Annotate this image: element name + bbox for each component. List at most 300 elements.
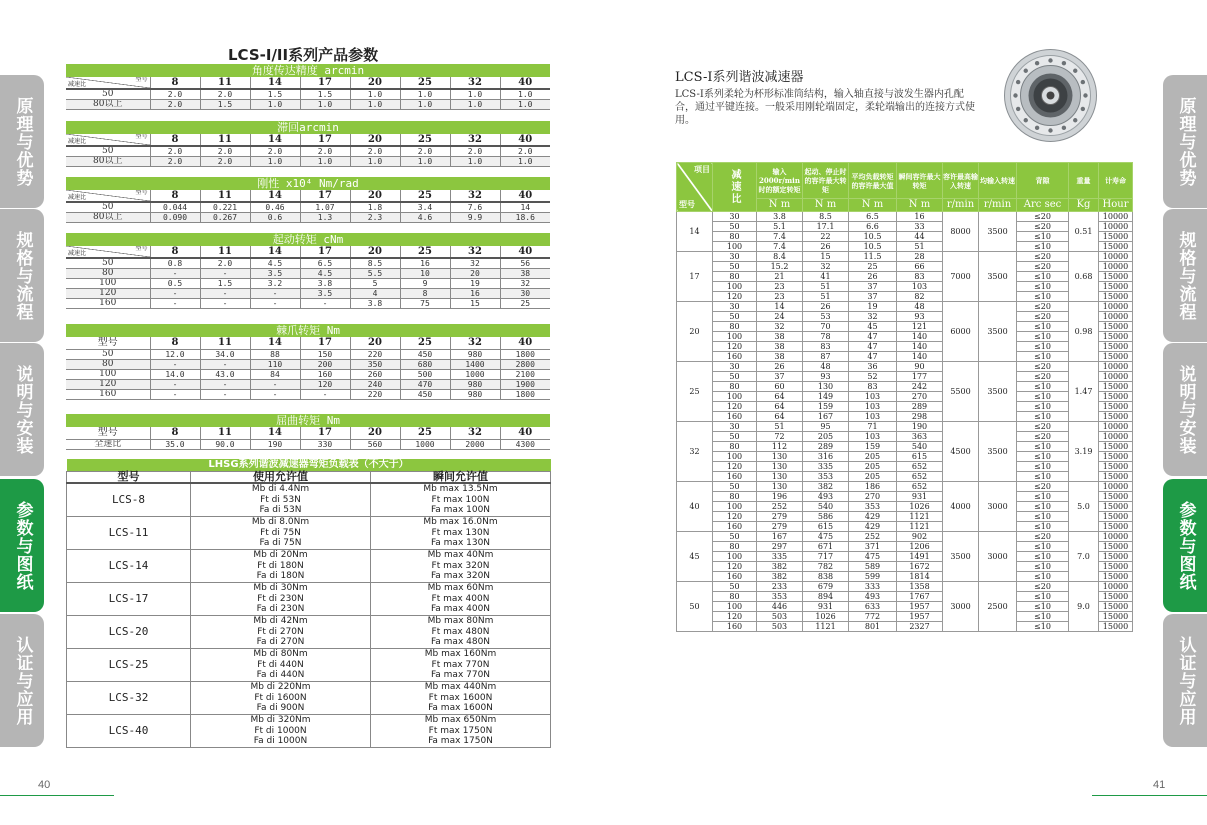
table-cell: 4 — [350, 289, 400, 299]
header-rated: 输入2000r/min 时的额定转矩 — [757, 163, 803, 199]
table-cell: 1.0 — [450, 100, 500, 110]
spec-avg-load-torque: 37 — [849, 282, 897, 292]
spec-instant-torque: 2327 — [897, 622, 943, 632]
side-tab-5[interactable] — [0, 614, 44, 747]
table-cell: 1.0 — [500, 89, 550, 100]
spec-ratio: 160 — [713, 352, 757, 362]
spec-backlash: ≤20 — [1017, 252, 1069, 262]
spec-ratio: 100 — [713, 552, 757, 562]
allow-value: Fa di 75N — [191, 538, 371, 549]
spec-ratio: 100 — [713, 392, 757, 402]
spec-max-input: 3500 — [943, 532, 979, 582]
table-cell: - — [200, 299, 250, 309]
size-header: 20 — [350, 77, 400, 89]
size-header: 20 — [350, 246, 400, 258]
row-label: 全速比 — [66, 439, 150, 449]
table-cell: 38 — [500, 269, 550, 279]
spec-table-header: 角度传达精度 arcmin — [66, 64, 550, 77]
spec-start-stop-torque: 838 — [803, 572, 849, 582]
model-ratio-corner — [66, 190, 150, 202]
model-ratio-corner — [66, 246, 150, 258]
unit-header: N m — [757, 199, 803, 212]
table-cell: - — [300, 299, 350, 309]
spec-rated-torque: 60 — [757, 382, 803, 392]
spec-ratio: 80 — [713, 272, 757, 282]
bolt-hole — [1016, 80, 1020, 84]
table-cell: - — [200, 269, 250, 279]
spec-life: 15000 — [1099, 592, 1133, 602]
spec-backlash: ≤10 — [1017, 412, 1069, 422]
spec-backlash: ≤10 — [1017, 342, 1069, 352]
instant-value: Fa max 1600N — [371, 703, 551, 714]
row-label: 80以上 — [66, 213, 150, 223]
table-cell: 18.6 — [500, 213, 550, 223]
spec-avg-load-torque: 270 — [849, 492, 897, 502]
size-header: 32 — [450, 190, 500, 202]
load-model: LCS-11 — [67, 516, 191, 549]
table-row — [66, 299, 550, 309]
spec-row — [677, 562, 1133, 572]
table-cell: 260 — [350, 369, 400, 379]
spec-life: 15000 — [1099, 472, 1133, 482]
spec-avg-load-torque: 205 — [849, 462, 897, 472]
spec-backlash: ≤20 — [1017, 582, 1069, 592]
instant-value: Ft max 100N — [371, 494, 551, 505]
side-tab-label: 参数与图纸 — [12, 500, 33, 591]
spec-avg-input: 3500 — [979, 212, 1017, 252]
spec-ratio: 30 — [713, 252, 757, 262]
table-cell: 1000 — [400, 439, 450, 449]
spec-rated-torque: 503 — [757, 612, 803, 622]
load-model: LCS-8 — [67, 483, 191, 516]
table-cell: 240 — [350, 379, 400, 389]
spec-instant-torque: 1491 — [897, 552, 943, 562]
spec-instant-torque: 1957 — [897, 612, 943, 622]
spec-instant-torque: 177 — [897, 372, 943, 382]
corner-model-label: 型号 — [135, 190, 148, 196]
table-cell: - — [200, 389, 250, 399]
spec-backlash: ≤20 — [1017, 482, 1069, 492]
spec-ratio: 120 — [713, 292, 757, 302]
spec-backlash: ≤20 — [1017, 372, 1069, 382]
unit-header: Hour — [1099, 199, 1133, 212]
spec-table-3 — [66, 177, 550, 223]
spec-instant-torque: 103 — [897, 282, 943, 292]
spec-life: 15000 — [1099, 542, 1133, 552]
instant-value: Ft max 770N — [371, 659, 551, 670]
allow-value: Ft di 53N — [191, 494, 371, 505]
size-header: 17 — [300, 427, 350, 439]
spec-ratio: 80 — [713, 442, 757, 452]
table-cell: 980 — [450, 379, 500, 389]
spec-row — [677, 242, 1133, 252]
spec-ratio: 50 — [713, 262, 757, 272]
unit-header: r/min — [979, 199, 1017, 212]
spec-instant-torque: 83 — [897, 272, 943, 282]
spec-rated-torque: 233 — [757, 582, 803, 592]
table-row — [66, 369, 550, 379]
spec-backlash: ≤10 — [1017, 602, 1069, 612]
table-row — [66, 89, 550, 100]
spec-avg-load-torque: 589 — [849, 562, 897, 572]
spec-row — [677, 622, 1133, 632]
spec-start-stop-torque: 167 — [803, 412, 849, 422]
spec-start-stop-torque: 289 — [803, 442, 849, 452]
table-cell: - — [250, 379, 300, 389]
table-cell: 25 — [500, 299, 550, 309]
load-table-header: LHSG系列谐波减速器弯矩负载表（不大于） — [67, 459, 551, 471]
bolt-hole — [1016, 107, 1020, 111]
table-cell: 190 — [250, 439, 300, 449]
size-header: 8 — [150, 190, 200, 202]
spec-rated-torque: 252 — [757, 502, 803, 512]
side-tab-4[interactable] — [0, 479, 44, 612]
spec-backlash: ≤10 — [1017, 382, 1069, 392]
spec-row — [677, 342, 1133, 352]
spec-life: 15000 — [1099, 602, 1133, 612]
spec-row — [677, 262, 1133, 272]
spec-instant-torque: 652 — [897, 472, 943, 482]
spec-avg-load-torque: 371 — [849, 542, 897, 552]
spec-ratio: 50 — [713, 582, 757, 592]
spec-avg-load-torque: 429 — [849, 512, 897, 522]
side-tab-5[interactable] — [1163, 614, 1207, 747]
spec-avg-load-torque: 71 — [849, 422, 897, 432]
corner-ratio-label: 减速比 — [68, 194, 87, 201]
spec-instant-torque: 1767 — [897, 592, 943, 602]
spec-row — [677, 542, 1133, 552]
size-header: 25 — [400, 246, 450, 258]
spec-rated-torque: 38 — [757, 352, 803, 362]
spec-backlash: ≤20 — [1017, 532, 1069, 542]
table-cell: 2.0 — [150, 146, 200, 157]
unit-header: N m — [849, 199, 897, 212]
spec-start-stop-torque: 615 — [803, 522, 849, 532]
allow-value: Ft di 1600N — [191, 692, 371, 703]
spec-table-6 — [66, 414, 550, 450]
row-label: 120 — [66, 289, 150, 299]
spec-life: 15000 — [1099, 572, 1133, 582]
spec-backlash: ≤10 — [1017, 292, 1069, 302]
spec-avg-load-torque: 205 — [849, 452, 897, 462]
instant-value: Ft max 480N — [371, 626, 551, 637]
size-header: 40 — [500, 246, 550, 258]
instant-value: Mb max 60Nm — [371, 582, 551, 593]
spec-avg-input: 2500 — [979, 582, 1017, 632]
spec-backlash: ≤10 — [1017, 592, 1069, 602]
spec-avg-load-torque: 333 — [849, 582, 897, 592]
table-cell: 1800 — [500, 389, 550, 399]
table-cell: 1.0 — [400, 157, 450, 167]
table-cell: - — [150, 289, 200, 299]
spec-weight: 0.51 — [1069, 212, 1099, 252]
row-label: 50 — [66, 146, 150, 157]
spec-instant-torque: 51 — [897, 242, 943, 252]
spec-life: 10000 — [1099, 422, 1133, 432]
size-header: 25 — [400, 77, 450, 89]
table-cell: 0.8 — [150, 258, 200, 269]
spec-row — [677, 362, 1133, 372]
size-header: 20 — [350, 427, 400, 439]
spec-instant-torque: 28 — [897, 252, 943, 262]
instant-value: Mb max 16.0Nm — [371, 516, 551, 527]
size-header: 17 — [300, 134, 350, 146]
spec-instant-torque: 931 — [897, 492, 943, 502]
table-cell: 4.5 — [300, 269, 350, 279]
spec-row — [677, 612, 1133, 622]
allow-value: Ft di 1000N — [191, 725, 371, 736]
side-tab-2[interactable] — [0, 209, 44, 342]
table-cell: - — [150, 359, 200, 369]
spec-row — [677, 442, 1133, 452]
spec-start-stop-torque: 78 — [803, 332, 849, 342]
spec-row — [677, 252, 1133, 262]
header-model: 型号 — [679, 199, 695, 209]
spec-avg-load-torque: 10.5 — [849, 232, 897, 242]
spec-model: 20 — [677, 302, 713, 362]
table-cell: 3.2 — [250, 279, 300, 289]
table-cell: 0.5 — [150, 279, 200, 289]
spec-row — [677, 422, 1133, 432]
spec-avg-load-torque: 103 — [849, 402, 897, 412]
size-header: 11 — [200, 190, 250, 202]
spec-ratio: 30 — [713, 302, 757, 312]
table-cell: 2.0 — [150, 89, 200, 100]
size-header: 40 — [500, 427, 550, 439]
spec-row — [677, 512, 1133, 522]
spec-instant-torque: 33 — [897, 222, 943, 232]
corner-ratio-label: 减速比 — [68, 138, 87, 145]
table-cell: 16 — [450, 289, 500, 299]
spec-max-input: 3000 — [943, 582, 979, 632]
side-tab-1[interactable] — [1163, 75, 1207, 208]
spec-table-header: 棘爪转矩 Nm — [66, 324, 550, 337]
table-cell: - — [150, 389, 200, 399]
spec-avg-load-torque: 6.5 — [849, 212, 897, 222]
spec-model: 25 — [677, 362, 713, 422]
unit-header: r/min — [943, 199, 979, 212]
side-tab-4[interactable] — [1163, 479, 1207, 612]
load-row — [67, 516, 551, 527]
bolt-hole — [1081, 80, 1085, 84]
row-label: 160 — [66, 389, 150, 399]
spec-avg-load-torque: 103 — [849, 412, 897, 422]
spec-rated-torque: 446 — [757, 602, 803, 612]
row-label: 100 — [66, 369, 150, 379]
instant-value: Ft max 400N — [371, 593, 551, 604]
spec-ratio: 50 — [713, 372, 757, 382]
footer-rule-left — [0, 795, 114, 796]
size-header: 25 — [400, 134, 450, 146]
table-row — [66, 279, 550, 289]
instant-value: Mb max 13.5Nm — [371, 483, 551, 494]
table-row — [66, 100, 550, 110]
table-cell: 32 — [500, 279, 550, 289]
spec-start-stop-torque: 93 — [803, 372, 849, 382]
table-cell: 1.0 — [250, 100, 300, 110]
spec-model: 17 — [677, 252, 713, 302]
spec-avg-load-torque: 353 — [849, 502, 897, 512]
table-row — [66, 157, 550, 167]
spec-rated-torque: 3.8 — [757, 212, 803, 222]
spec-row — [677, 312, 1133, 322]
size-header: 14 — [250, 77, 300, 89]
side-tab-3[interactable] — [1163, 343, 1207, 476]
table-cell: 2.0 — [150, 100, 200, 110]
side-tab-1[interactable] — [0, 75, 44, 208]
instant-value: Mb max 650Nm — [371, 714, 551, 725]
table-cell: 1800 — [500, 349, 550, 359]
spec-ratio: 80 — [713, 382, 757, 392]
spec-avg-input: 3500 — [979, 422, 1017, 482]
table-cell: 470 — [400, 379, 450, 389]
spec-row — [677, 572, 1133, 582]
spec-start-stop-torque: 1121 — [803, 622, 849, 632]
size-header: 32 — [450, 427, 500, 439]
spec-start-stop-torque: 894 — [803, 592, 849, 602]
spec-life: 10000 — [1099, 252, 1133, 262]
table-cell: 5.5 — [350, 269, 400, 279]
size-header: 11 — [200, 77, 250, 89]
spec-instant-torque: 16 — [897, 212, 943, 222]
load-model: LCS-14 — [67, 549, 191, 582]
spec-start-stop-torque: 48 — [803, 362, 849, 372]
spec-rated-torque: 24 — [757, 312, 803, 322]
spec-row — [677, 552, 1133, 562]
bolt-hole — [1073, 69, 1077, 73]
spec-ratio: 100 — [713, 242, 757, 252]
table-cell: 1.5 — [200, 100, 250, 110]
table-cell: 2.0 — [300, 146, 350, 157]
table-cell: 160 — [300, 369, 350, 379]
bolt-hole — [1013, 93, 1017, 97]
spec-backlash: ≤20 — [1017, 422, 1069, 432]
spec-ratio: 120 — [713, 342, 757, 352]
table-cell: - — [200, 379, 250, 389]
table-cell: 9 — [400, 279, 450, 289]
size-header: 8 — [150, 427, 200, 439]
spec-avg-load-torque: 475 — [849, 552, 897, 562]
model-ratio-corner — [66, 134, 150, 146]
spec-model: 45 — [677, 532, 713, 582]
spec-life: 15000 — [1099, 282, 1133, 292]
table-cell: 3.4 — [400, 202, 450, 213]
spec-avg-load-torque: 47 — [849, 342, 897, 352]
row-label: 50 — [66, 89, 150, 100]
spec-rated-torque: 279 — [757, 522, 803, 532]
table-cell: - — [150, 299, 200, 309]
corner-model-label: 型号 — [135, 77, 148, 83]
spec-instant-torque: 48 — [897, 302, 943, 312]
spec-start-stop-torque: 149 — [803, 392, 849, 402]
footer-rule-right — [1092, 795, 1207, 796]
table-cell: 200 — [300, 359, 350, 369]
spec-row — [677, 482, 1133, 492]
spec-row — [677, 272, 1133, 282]
table-cell: 1.8 — [350, 202, 400, 213]
table-cell: 30 — [500, 289, 550, 299]
spec-ratio: 50 — [713, 222, 757, 232]
table-cell: 2.3 — [350, 213, 400, 223]
size-header: 40 — [500, 77, 550, 89]
allow-value: Ft di 270N — [191, 626, 371, 637]
side-tab-3[interactable] — [0, 343, 44, 476]
spec-ratio: 80 — [713, 322, 757, 332]
spec-start-stop-torque: 335 — [803, 462, 849, 472]
table-cell: 2100 — [500, 369, 550, 379]
spec-life: 10000 — [1099, 222, 1133, 232]
spec-rated-torque: 51 — [757, 422, 803, 432]
instant-value: Mb max 160Nm — [371, 648, 551, 659]
spec-row — [677, 372, 1133, 382]
instant-value: Ft max 320N — [371, 560, 551, 571]
spec-rated-torque: 5.1 — [757, 222, 803, 232]
bolt-hole — [1048, 128, 1052, 132]
table-cell: 12.0 — [150, 349, 200, 359]
table-cell: 2000 — [450, 439, 500, 449]
spec-life: 10000 — [1099, 372, 1133, 382]
spec-instant-torque: 1814 — [897, 572, 943, 582]
table-cell: 2.0 — [400, 146, 450, 157]
table-cell: 0.267 — [200, 213, 250, 223]
spec-backlash: ≤20 — [1017, 212, 1069, 222]
spec-table — [676, 162, 1133, 632]
row-label: 100 — [66, 279, 150, 289]
spec-table-header: 滞回arcmin — [66, 121, 550, 134]
spec-start-stop-torque: 8.5 — [803, 212, 849, 222]
bolt-hole — [1062, 126, 1066, 130]
spec-instant-torque: 540 — [897, 442, 943, 452]
spec-instant-torque: 1672 — [897, 562, 943, 572]
table-cell: 1.0 — [450, 157, 500, 167]
spec-avg-load-torque: 45 — [849, 322, 897, 332]
spec-backlash: ≤10 — [1017, 552, 1069, 562]
allow-value: Fa di 230N — [191, 604, 371, 615]
spec-backlash: ≤10 — [1017, 322, 1069, 332]
spec-ratio: 160 — [713, 572, 757, 582]
table-cell: 1.0 — [250, 157, 300, 167]
spec-avg-load-torque: 186 — [849, 482, 897, 492]
side-tab-label: 说明与安装 — [1175, 364, 1196, 455]
spec-avg-load-torque: 11.5 — [849, 252, 897, 262]
spec-avg-load-torque: 6.6 — [849, 222, 897, 232]
spec-ratio: 160 — [713, 622, 757, 632]
spec-avg-load-torque: 103 — [849, 392, 897, 402]
instant-value: Ft max 1600N — [371, 692, 551, 703]
table-cell: 220 — [350, 389, 400, 399]
side-tab-2[interactable] — [1163, 209, 1207, 342]
spec-rated-torque: 26 — [757, 362, 803, 372]
spec-instant-torque: 289 — [897, 402, 943, 412]
spec-start-stop-torque: 15 — [803, 252, 849, 262]
row-label: 80以上 — [66, 100, 150, 110]
table-cell: 5 — [350, 279, 400, 289]
spec-avg-load-torque: 159 — [849, 442, 897, 452]
page-number-right: 41 — [1153, 779, 1166, 791]
spec-backlash: ≤10 — [1017, 502, 1069, 512]
spec-rated-torque: 37 — [757, 372, 803, 382]
spec-ratio: 120 — [713, 512, 757, 522]
spec-weight: 0.68 — [1069, 252, 1099, 302]
spec-instant-torque: 1206 — [897, 542, 943, 552]
load-row — [67, 681, 551, 692]
load-row — [67, 714, 551, 725]
spec-row — [677, 222, 1133, 232]
side-tab-label: 认证与应用 — [1175, 635, 1196, 726]
spec-rated-torque: 112 — [757, 442, 803, 452]
bolt-hole — [1083, 93, 1087, 97]
spec-start-stop-torque: 931 — [803, 602, 849, 612]
